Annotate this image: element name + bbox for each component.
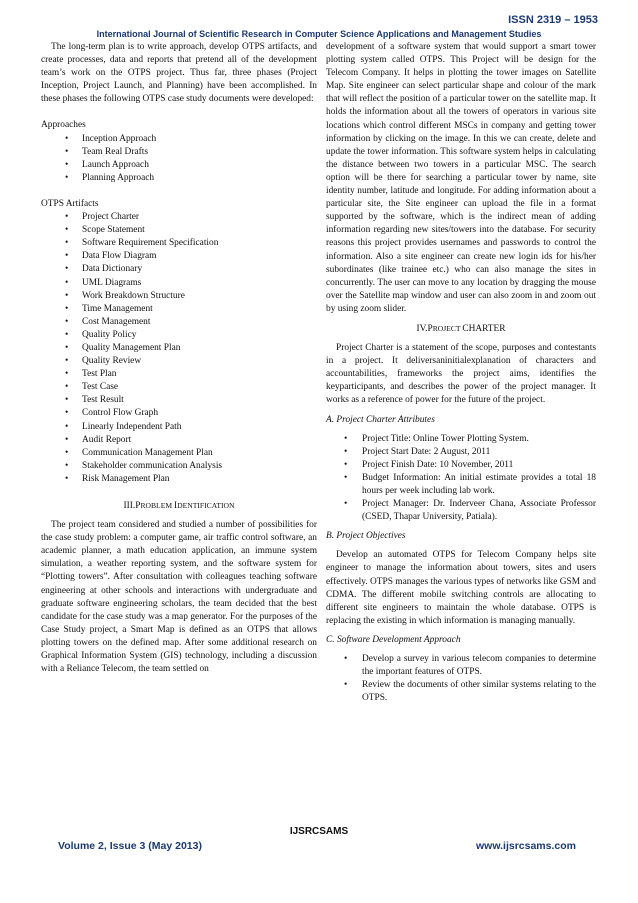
list-item [41,342,317,355]
list-item [41,473,317,486]
bullet-icon: • [344,472,348,483]
list-item-text: Software Requirement Specification [82,238,219,249]
footer-volume: Volume 2, Issue 3 (May 2013) [58,840,202,852]
list-item [41,224,317,237]
list-item-text: Planning Approach [82,172,155,183]
bullet-icon: • [65,434,69,445]
subsection-a-title: A. Project Charter Attributes [326,414,435,425]
list-item-text: Project Finish Date: 10 November, 2011 [362,459,514,470]
list-item-text: Cost Management [82,316,151,327]
list-item [326,653,596,679]
subsection-c-title: C. Software Development Approach [326,634,461,645]
bullet-icon: • [65,277,69,288]
list-item-text: UML Diagrams [82,277,142,288]
list-item [41,237,317,250]
list-item [41,159,317,172]
footer-website: www.ijsrcsams.com [476,840,576,852]
list-item [41,394,317,407]
list-item-text: Control Flow Graph [82,408,159,419]
bullet-icon: • [65,251,69,262]
list-item [41,381,317,394]
list-item-text: Risk Management Plan [82,473,170,484]
bullet-icon: • [344,446,348,457]
list-item-text: Team Real Drafts [82,146,148,157]
artifacts-title: OTPS Artifacts [41,198,99,209]
list-item-text: Linearly Independent Path [82,421,182,432]
list-item-text: Work Breakdown Structure [82,290,185,301]
list-item-text: Launch Approach [82,159,149,170]
list-item [326,472,596,498]
intro-paragraph: The long-term plan is to write approach, develop OTPS artifacts, and create processes, data and reports that pretend all of the development team’s work on the OTPS project. Thus far, three phases (Project Inception, Project Launch, and Planning) have been accomplished. In these phases the following OTPS case study documents were developed: [41,42,317,105]
bullet-icon: • [65,225,69,236]
list-item [41,133,317,146]
bullet-icon: • [65,303,69,314]
charter-attributes-list [326,433,596,525]
list-item-text: Quality Review [82,356,142,367]
bullet-icon: • [65,342,69,353]
list-item [41,447,317,460]
bullet-icon: • [65,329,69,340]
list-item-text: Project Title: Online Tower Plotting System. [362,433,529,444]
list-item-text: Time Management [82,303,153,314]
list-item-text: Data Dictionary [82,264,143,275]
list-item-text: Inception Approach [82,133,157,144]
artifacts-list [41,211,317,486]
bullet-icon: • [344,433,348,444]
list-item-text: Communication Management Plan [82,447,213,458]
list-item-text: Project Start Date: 2 August, 2011 [362,446,491,457]
list-item [41,316,317,329]
charter-paragraph: Project Charter is a statement of the scope, purposes and contestants in a project. It deliversaninitialexplanation of characters and accountabilities, frameworks the project aims, identifies the keyparticipants, and describes the power of the project manager. It works as a reference of power for the future of the project. [326,343,596,406]
list-item [41,211,317,224]
list-item [41,263,317,276]
approach-list [326,653,596,705]
list-item [41,250,317,263]
list-item-text: Scope Statement [82,225,145,236]
bullet-icon: • [65,264,69,275]
bullet-icon: • [65,460,69,471]
bullet-icon: • [344,654,348,665]
bullet-icon: • [65,159,69,170]
list-item-text: Test Case [82,382,119,393]
list-item [41,146,317,159]
bullet-icon: • [65,395,69,406]
list-item-text: Review the documents of other similar systems relating to the OTPS. [362,680,596,704]
list-item [41,368,317,381]
left-column [41,41,317,676]
list-item-text: Develop a survey in various telecom companies to determine the important features of OTPS. [362,654,596,678]
footer-journal-abbr: IJSRCSAMS [289,826,349,837]
problem-paragraph: The project team considered and studied a number of possibilities for the case study problem: a computer game, air traffic control software, an academic planner, a math education application, an immune system simulation, a weather reporting system, and the software system for “Plotting towers”. After consultation with colleagues teaching software engineering at other schools and interactions with undergraduate and graduate software engineering scholars, the team decided that the best candidate for the case study was a map generator. For the purposes of the Case Study project, a Smart Map is defined as an OTPS that allows plotting towers on the defined map. After some additional research on Graphical Information System (GIS) technology, including a discussion with a Reliance Telecom, the team settled on [41,520,317,675]
objectives-paragraph: Develop an automated OTPS for Telecom Company helps site engineer to manage the information about towers, sites and users effectively. OTPS manages the various types of networks like GSM and CDMA. The different mobile switching controls are allocating to different site engineers to maintain the whole database. OTPS is replacing the existing in which information is managing manually. [326,550,596,626]
list-item [41,277,317,290]
bullet-icon: • [344,680,348,691]
bullet-icon: • [65,382,69,393]
list-item [41,172,317,185]
right-column [326,41,596,705]
bullet-icon: • [65,473,69,484]
bullet-icon: • [65,316,69,327]
list-item-text: Budget Information: An initial estimate provides a total 18 hours per week including lab work. [362,472,596,496]
list-item [41,434,317,447]
list-item [41,329,317,342]
list-item [41,290,317,303]
list-item [326,446,596,459]
bullet-icon: • [344,499,348,510]
list-item-text: Audit Report [82,434,132,445]
bullet-icon: • [65,133,69,144]
bullet-icon: • [65,408,69,419]
list-item-text: Stakeholder communication Analysis [82,460,223,471]
bullet-icon: • [65,172,69,183]
approaches-title: Approaches [41,120,86,131]
journal-title: International Journal of Scientific Research in Computer Science Applications and Management Studies [96,29,542,39]
list-item-text: Project Manager: Dr. Inderveer Chana, Associate Professor (CSED, Thapar University, Patiala). [362,499,596,523]
bullet-icon: • [65,421,69,432]
list-item [326,679,596,705]
list-item [41,421,317,434]
list-item-text: Data Flow Diagram [82,251,157,262]
section-heading-problem: III.PROBLEM IDENTIFICATION [123,501,235,511]
bullet-icon: • [65,356,69,367]
subsection-b-title: B. Project Objectives [326,531,406,542]
list-item [41,355,317,368]
list-item [41,460,317,473]
list-item-text: Test Result [82,395,124,406]
list-item [326,459,596,472]
issn: ISSN 2319 – 1953 [508,14,598,26]
bullet-icon: • [65,290,69,301]
list-item-text: Project Charter [82,212,140,223]
bullet-icon: • [65,369,69,380]
list-item [326,433,596,446]
list-item-text: Test Plan [82,369,117,380]
bullet-icon: • [65,447,69,458]
list-item-text: Quality Management Plan [82,342,181,353]
list-item-text: Quality Policy [82,329,137,340]
list-item [41,407,317,420]
section-heading-charter: IV.PROJECT CHARTER [416,323,506,334]
list-item [326,498,596,524]
continuation-paragraph: development of a software system that would support a smart tower plotting system called OTPS. This Project will be design for the Telecom Company. It helps in plotting the tower images on Satellite Map. Site engineer can select particular shape and colour of the mark that will reflect the position of a particular tower on the satellite map. It holds the information about all the towers of operators in various site locations which control different MSCs in company and getting tower information by clicking on the image. In this we can create, delete and update the tower information. This software system helps in calculating the distance between two towers in a particular MSC. The search option will be there for searching a particular tower by name, site identity number, latitude and longitude. For adding information about a particular site, the Site engineer can upload the file in a format supported by the software, which is the indirect mean of adding information regarding new sites/towers into the database. For security reasons this project provides usernames and passwords to control the information. Also a site engineer can create new login ids for his/her subordinates (like trainee etc.) who can also manage the sites in concurrently. The user can move to any location by dragging the mouse over the Satellite map window and user can also zoom in and zoom out by using zoom slider. [326,42,596,314]
list-item [41,303,317,316]
approaches-list [41,133,317,185]
bullet-icon: • [65,238,69,249]
bullet-icon: • [344,459,348,470]
bullet-icon: • [65,212,69,223]
bullet-icon: • [65,146,69,157]
